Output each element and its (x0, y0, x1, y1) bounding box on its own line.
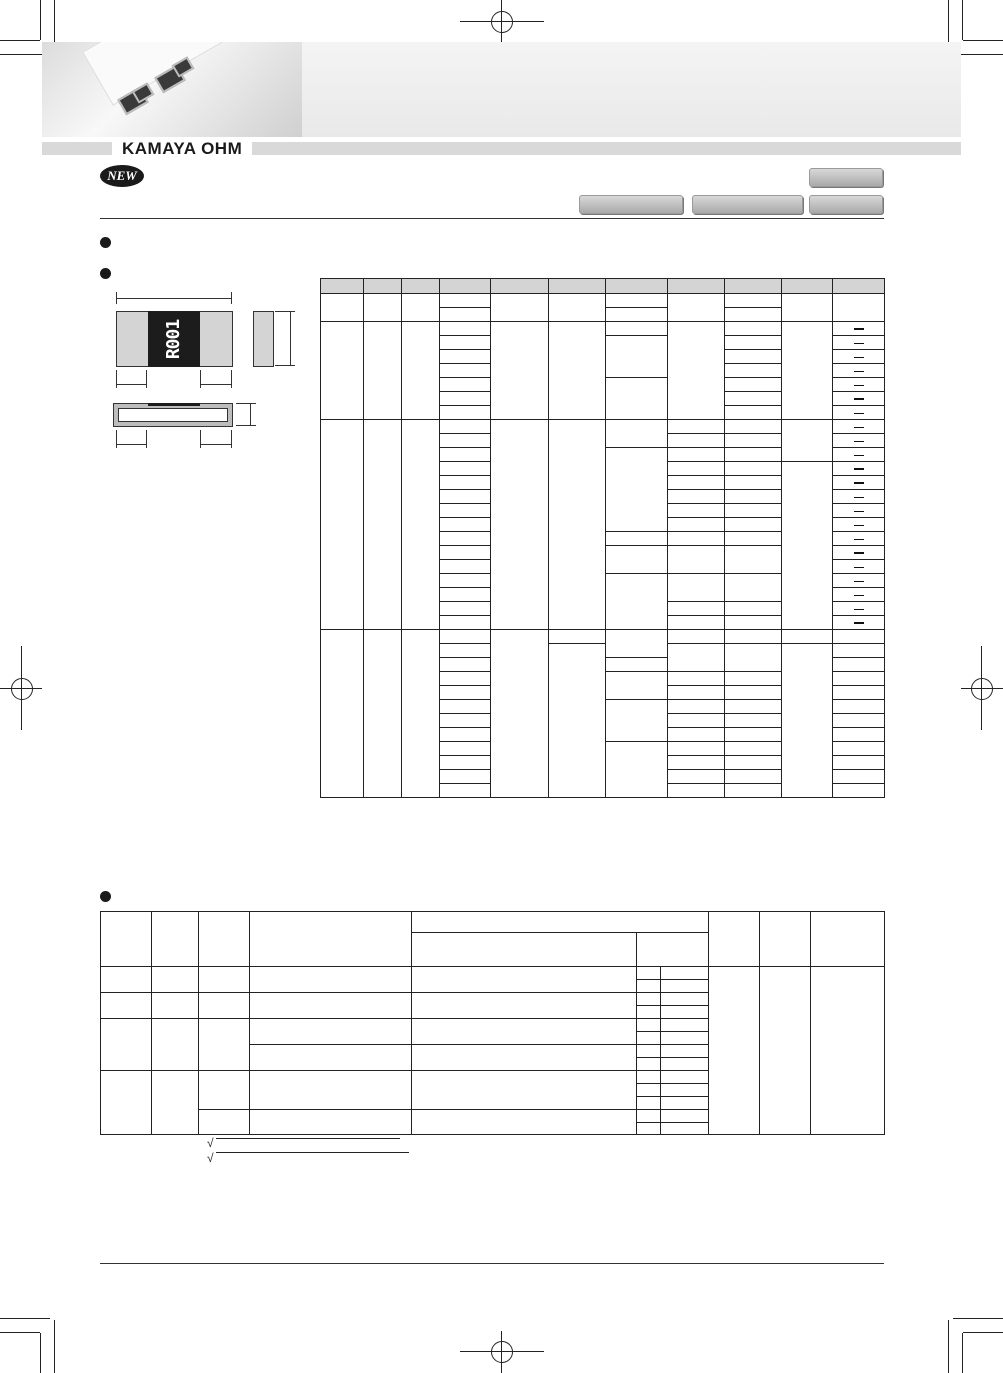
ordering-header-row (101, 912, 885, 933)
table-row (321, 294, 885, 308)
sqrt-symbol: √ (207, 1151, 214, 1165)
chip-side-view (253, 311, 274, 367)
chip-marking: R001 (148, 311, 200, 367)
table-row (321, 420, 885, 434)
table-row (321, 322, 885, 336)
product-photo (42, 42, 302, 137)
title-rule (100, 218, 884, 219)
header-tab-2[interactable] (692, 195, 803, 214)
table-row (321, 630, 885, 644)
table-header-row (321, 279, 885, 294)
footer-rule (100, 1263, 884, 1264)
header-tab-1[interactable] (579, 195, 683, 214)
sqrt-overline (216, 1138, 400, 1139)
header-tab-top[interactable] (809, 168, 883, 187)
section-bullet-ordering (100, 891, 111, 902)
sqrt-symbol: √ (207, 1136, 214, 1150)
section-bullet-features (100, 237, 111, 248)
header-banner (42, 42, 961, 137)
ruler-image (82, 42, 314, 106)
header-tab-3[interactable] (809, 195, 883, 214)
section-bullet-dimensions (100, 268, 111, 279)
product-table (320, 278, 885, 798)
brand-logo: KAMAYA OHM (112, 139, 252, 159)
table-row (101, 967, 885, 980)
ordering-table (100, 911, 885, 1135)
new-badge: NEW (100, 165, 144, 187)
sqrt-overline (216, 1152, 409, 1153)
